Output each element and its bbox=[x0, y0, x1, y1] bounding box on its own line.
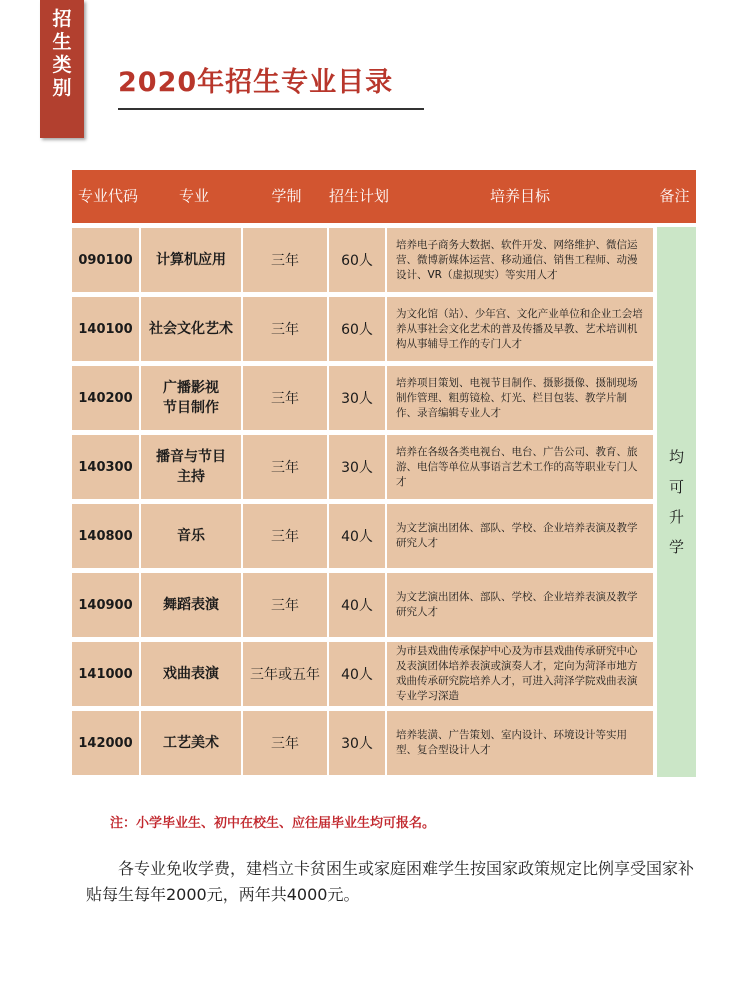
cell-plan: 30人 bbox=[329, 366, 385, 430]
cell-plan: 60人 bbox=[329, 228, 385, 292]
cell-goal: 培养项目策划、电视节目制作、摄影摄像、摄制现场制作管理、粗剪镜检、灯光、栏目包装、教学片制作、录音编辑专业人才 bbox=[387, 366, 653, 430]
cell-goal: 培养电子商务大数据、软件开发、网络维护、微信运营、微博新媒体运营、移动通信、销售工程师、动漫设计、VR（虚拟现实）等实用人才 bbox=[387, 228, 653, 292]
cell-duration: 三年 bbox=[243, 297, 327, 361]
header-plan: 招生计划 bbox=[328, 187, 389, 205]
cell-goal: 为市县戏曲传承保护中心及为市县戏曲传承研究中心及表演团体培养表演或演奏人才，定向为菏泽市地方戏曲传承研究院培养人才，可进入菏泽学院戏曲表演专业学习深造 bbox=[387, 642, 653, 706]
cell-goal: 为文艺演出团体、部队、学校、企业培养表演及教学研究人才 bbox=[387, 573, 653, 637]
cell-major: 社会文化艺术 bbox=[141, 297, 241, 361]
header-remark: 备注 bbox=[659, 187, 690, 205]
title-underline bbox=[118, 108, 424, 110]
cell-goal: 为文化馆（站）、少年宫、文化产业单位和企业工会培养从事社会文化艺术的普及传播及早教、艺术培训机构从事辅导工作的专门人才 bbox=[387, 297, 653, 361]
cell-plan: 40人 bbox=[329, 504, 385, 568]
cell-major: 戏曲表演 bbox=[141, 642, 241, 706]
cell-goal: 培养装潢、广告策划、室内设计、环境设计等实用型、复合型设计人才 bbox=[387, 711, 653, 775]
cell-major: 音乐 bbox=[141, 504, 241, 568]
cell-plan: 40人 bbox=[329, 573, 385, 637]
header-major: 专业 bbox=[178, 187, 209, 205]
cell-major: 工艺美术 bbox=[141, 711, 241, 775]
page-title: 2020年招生专业目录 bbox=[118, 67, 394, 98]
cell-duration: 三年 bbox=[243, 711, 327, 775]
header-code: 专业代码 bbox=[77, 187, 138, 205]
cell-duration: 三年 bbox=[243, 228, 327, 292]
cell-code: 090100 bbox=[72, 228, 139, 292]
cell-code: 142000 bbox=[72, 711, 139, 775]
cell-duration: 三年 bbox=[243, 573, 327, 637]
header-duration: 学制 bbox=[271, 187, 302, 205]
cell-duration: 三年或五年 bbox=[243, 642, 327, 706]
cell-code: 140900 bbox=[72, 573, 139, 637]
cell-plan: 30人 bbox=[329, 435, 385, 499]
table-row bbox=[72, 572, 653, 638]
remark-text: 均可升学 bbox=[668, 448, 684, 556]
table-row bbox=[72, 227, 653, 293]
cell-major: 广播影视节目制作 bbox=[141, 366, 241, 430]
table-row bbox=[72, 365, 653, 431]
cell-plan: 30人 bbox=[329, 711, 385, 775]
cell-plan: 60人 bbox=[329, 297, 385, 361]
header-goal: 培养目标 bbox=[489, 187, 550, 205]
table-row bbox=[72, 296, 653, 362]
cell-code: 140100 bbox=[72, 297, 139, 361]
majors-table bbox=[72, 227, 696, 777]
cell-code: 141000 bbox=[72, 642, 139, 706]
cell-code: 140800 bbox=[72, 504, 139, 568]
cell-major: 计算机应用 bbox=[141, 228, 241, 292]
table-row bbox=[72, 434, 653, 500]
cell-goal: 为文艺演出团体、部队、学校、企业培养表演及教学研究人才 bbox=[387, 504, 653, 568]
category-tab-label: 招生类别 bbox=[52, 8, 72, 99]
eligibility-note: 注：小学毕业生、初中在校生、应往届毕业生均可报名。 bbox=[110, 816, 436, 831]
cell-duration: 三年 bbox=[243, 435, 327, 499]
cell-duration: 三年 bbox=[243, 366, 327, 430]
tuition-paragraph: 各专业免收学费，建档立卡贫困生或家庭困难学生按国家政策规定比例享受国家补贴每生每年2000元，两年共4000元。 bbox=[86, 859, 695, 904]
cell-goal: 培养在各级各类电视台、电台、广告公司、教育、旅游、电信等单位从事语言艺术工作的高等职业专门人才 bbox=[387, 435, 653, 499]
remark-column bbox=[657, 227, 696, 777]
category-tab bbox=[40, 0, 84, 138]
cell-major: 舞蹈表演 bbox=[141, 573, 241, 637]
cell-plan: 40人 bbox=[329, 642, 385, 706]
table-header bbox=[72, 170, 696, 223]
table-row bbox=[72, 641, 653, 707]
cell-major: 播音与节目主持 bbox=[141, 435, 241, 499]
cell-code: 140200 bbox=[72, 366, 139, 430]
cell-duration: 三年 bbox=[243, 504, 327, 568]
cell-code: 140300 bbox=[72, 435, 139, 499]
table-row bbox=[72, 710, 653, 776]
table-row bbox=[72, 503, 653, 569]
